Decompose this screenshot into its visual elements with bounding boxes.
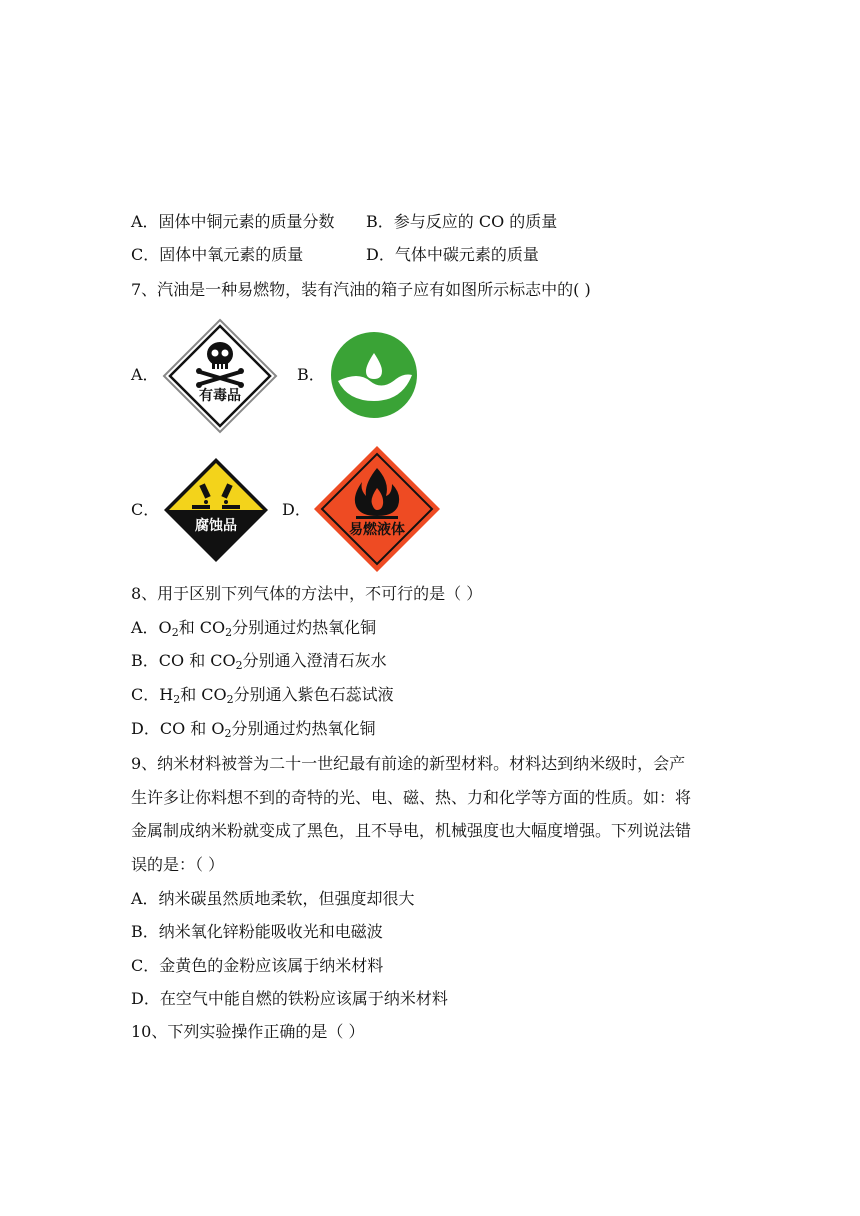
q8-option-d: D．CO 和 $O_2$分别通过灼热氧化铜 xyxy=(131,719,376,740)
q7-label-b: B． xyxy=(297,365,325,384)
q9-stem-line-2: 生许多让你料想不到的奇特的光、电、磁、热、力和化学等方面的性质。如：将 xyxy=(131,788,692,807)
water-drop-sign-icon xyxy=(330,331,418,419)
q8-option-a: A．$O_2$和 $CO_2$分别通过灼热氧化铜 xyxy=(131,618,377,639)
q7-label-a: A． xyxy=(131,365,159,384)
corrosive-sign-icon xyxy=(162,456,270,564)
q9-option-a: A．纳米碳虽然质地柔软，但强度却很大 xyxy=(131,889,415,908)
q8-option-c: C．$H_2$和 $CO_2$分别通入紫色石蕊试液 xyxy=(131,685,394,706)
sign-c-text: 腐蚀品 xyxy=(195,518,237,534)
q6-option-d: D．气体中碳元素的质量 xyxy=(366,245,539,264)
q6-option-b: B．参与反应的 CO 的质量 xyxy=(366,212,558,231)
q7-label-c: C． xyxy=(131,500,160,519)
q8-option-b: B．CO 和 $CO_2$分别通入澄清石灰水 xyxy=(131,651,387,672)
q9-option-c: C．金黄色的金粉应该属于纳米材料 xyxy=(131,956,384,975)
flammable-liquid-sign-icon xyxy=(312,444,442,574)
q9-option-b: B．纳米氧化锌粉能吸收光和电磁波 xyxy=(131,922,383,941)
q6-option-c: C．固体中氧元素的质量 xyxy=(131,245,304,264)
toxic-sign-icon xyxy=(162,318,278,434)
q9-stem-line-3: 金属制成纳米粉就变成了黑色，且不导电，机械强度也大幅度增强。下列说法错 xyxy=(131,821,692,840)
sign-d-text: 易燃液体 xyxy=(349,522,405,538)
q9-option-d: D．在空气中能自燃的铁粉应该属于纳米材料 xyxy=(131,989,448,1008)
sign-a-text: 有毒品 xyxy=(199,388,241,404)
q9-stem-line-4: 误的是：（ ） xyxy=(131,855,225,874)
q7-label-d: D． xyxy=(282,500,311,519)
q7-stem: 7、汽油是一种易燃物，装有汽油的箱子应有如图所示标志中的( ) xyxy=(131,280,591,299)
q6-option-a: A．固体中铜元素的质量分数 xyxy=(131,212,335,231)
q10-stem: 10、下列实验操作正确的是（ ） xyxy=(131,1022,365,1041)
q8-stem: 8、用于区别下列气体的方法中，不可行的是（ ） xyxy=(131,584,483,603)
q9-stem-line-1: 9、纳米材料被誉为二十一世纪最有前途的新型材料。材料达到纳米级时，会产 xyxy=(131,754,686,773)
